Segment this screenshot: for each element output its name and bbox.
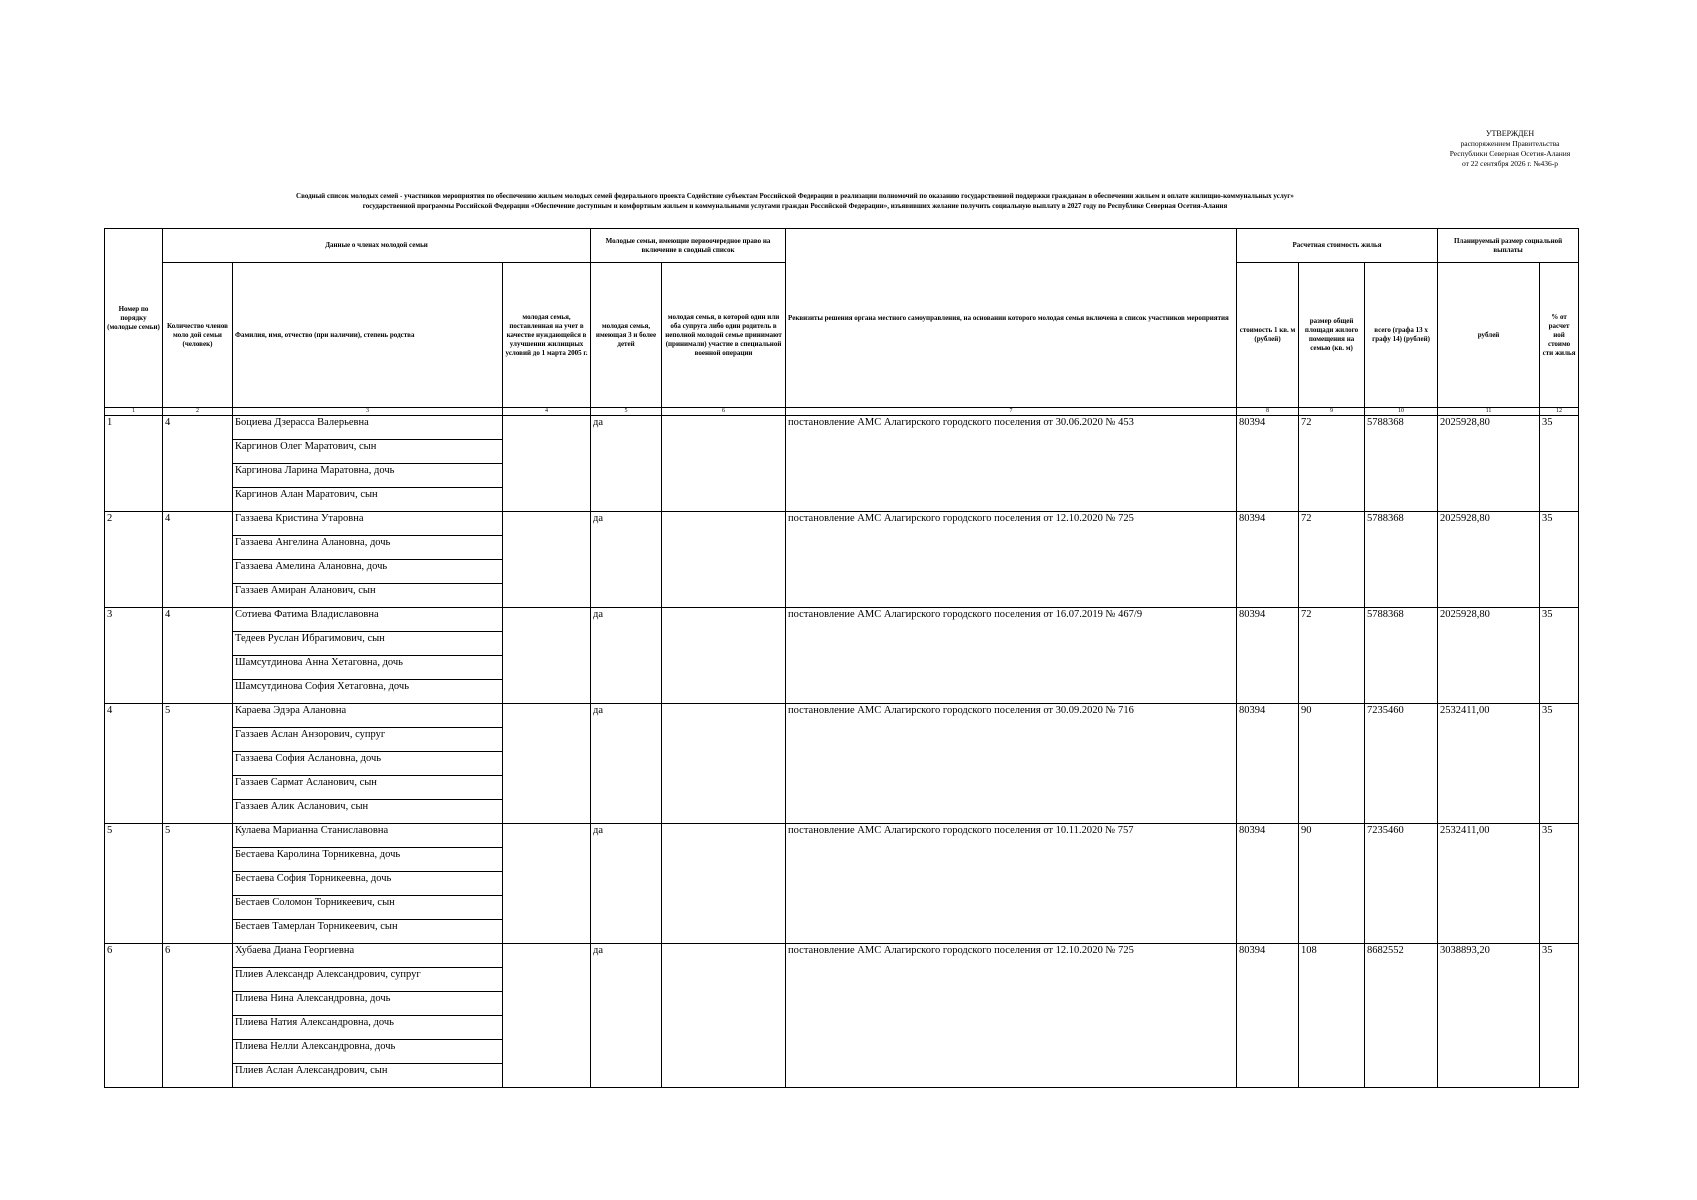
three-children-cell: да: [591, 824, 662, 944]
header-area: размер общей площади жилого помещения на семью (кв. м): [1299, 263, 1365, 408]
column-number: 8: [1237, 408, 1299, 416]
military-cell: [662, 704, 786, 824]
cost-per-sqm-cell: 80394: [1237, 416, 1299, 512]
column-number: 5: [591, 408, 662, 416]
member-name: Каргинов Олег Маратович, сын: [233, 440, 503, 464]
cost-per-sqm-cell: 80394: [1237, 704, 1299, 824]
column-number: 4: [503, 408, 591, 416]
cost-per-sqm-cell: 80394: [1237, 512, 1299, 608]
cost-per-sqm-cell: 80394: [1237, 944, 1299, 1088]
total-cell: 7235460: [1365, 824, 1438, 944]
member-name: Газзаев Аслан Анзорович, супруг: [233, 728, 503, 752]
header-total: всего (графа 13 x графу 14) (рублей): [1365, 263, 1438, 408]
member-count: 4: [163, 608, 233, 704]
area-cell: 72: [1299, 608, 1365, 704]
member-name: Сотиева Фатима Владиславовна: [233, 608, 503, 632]
decision-cell: постановление АМС Алагирского городского поселения от 12.10.2020 № 725: [786, 512, 1237, 608]
military-cell: [662, 512, 786, 608]
decision-cell: постановление АМС Алагирского городского поселения от 30.06.2020 № 453: [786, 416, 1237, 512]
total-cell: 7235460: [1365, 704, 1438, 824]
member-name: Тедеев Руслан Ибрагимович, сын: [233, 632, 503, 656]
member-name: Газзаева София Аслановна, дочь: [233, 752, 503, 776]
percent-cell: 35: [1540, 416, 1579, 512]
cost-per-sqm-cell: 80394: [1237, 824, 1299, 944]
percent-cell: 35: [1540, 944, 1579, 1088]
registered-2005-cell: [503, 512, 591, 608]
member-name: Газзаева Кристина Утаровна: [233, 512, 503, 536]
payment-cell: 2025928,80: [1438, 608, 1540, 704]
area-cell: 90: [1299, 824, 1365, 944]
column-number: 9: [1299, 408, 1365, 416]
cost-per-sqm-cell: 80394: [1237, 608, 1299, 704]
family-number: 5: [105, 824, 163, 944]
family-number: 4: [105, 704, 163, 824]
table-row: [105, 944, 1579, 968]
payment-cell: 2532411,00: [1438, 704, 1540, 824]
decision-cell: постановление АМС Алагирского городского поселения от 30.09.2020 № 716: [786, 704, 1237, 824]
column-number: 1: [105, 408, 163, 416]
member-name: Газзаева Ангелина Алановна, дочь: [233, 536, 503, 560]
total-cell: 5788368: [1365, 416, 1438, 512]
column-number: 3: [233, 408, 503, 416]
approval-line: распоряжением Правительства: [1460, 139, 1560, 148]
approval-line: Республики Северная Осетия-Алания: [1449, 149, 1571, 158]
column-number: 10: [1365, 408, 1438, 416]
header-priority-group: Молодые семьи, имеющие первоочередное право на включение в сводный список: [591, 229, 786, 263]
decision-cell: постановление АМС Алагирского городского поселения от 16.07.2019 № 467/9: [786, 608, 1237, 704]
decision-cell: постановление АМС Алагирского городского поселения от 10.11.2020 № 757: [786, 824, 1237, 944]
payment-cell: 2025928,80: [1438, 512, 1540, 608]
total-cell: 8682552: [1365, 944, 1438, 1088]
member-name: Бестаев Тамерлан Торникеевич, сын: [233, 920, 503, 944]
column-number: 7: [786, 408, 1237, 416]
total-cell: 5788368: [1365, 512, 1438, 608]
header-family-data: Данные о членах молодой семьи: [163, 229, 591, 263]
approval-stamp: [1380, 129, 1640, 169]
family-number: 1: [105, 416, 163, 512]
member-name: Газзаев Сармат Асланович, сын: [233, 776, 503, 800]
header-registered-2005: молодая семья, поставленная на учет в качестве нуждающейся в улучшении жилищных условий до 1 марта 2005 г.: [503, 263, 591, 408]
member-name: Плиев Аслан Александрович, сын: [233, 1064, 503, 1088]
three-children-cell: да: [591, 704, 662, 824]
percent-cell: 35: [1540, 824, 1579, 944]
member-name: Бестаева София Торникеевна, дочь: [233, 872, 503, 896]
header-percent: % от расчет ной стоимо сти жилья: [1540, 263, 1579, 408]
member-count: 6: [163, 944, 233, 1088]
member-name: Боциева Дзерасса Валерьевна: [233, 416, 503, 440]
title-line: Сводный список молодых семей - участников мероприятия по обеспечению жильем молодых семей федерального проекта Содействие субъектам Российской Федерации в реализации полномочий по оказанию государственной поддержки гражданам в обеспечении жильем и оплате жилищно-коммунальных услуг»: [296, 192, 1294, 200]
member-name: Газзаев Алик Асланович, сын: [233, 800, 503, 824]
member-name: Хубаева Диана Георгиевна: [233, 944, 503, 968]
area-cell: 72: [1299, 416, 1365, 512]
header-decision: Реквизиты решения органа местного самоуправления, на основании которого молодая семья включена в список участников мероприятия: [786, 229, 1237, 408]
family-number: 2: [105, 512, 163, 608]
percent-cell: 35: [1540, 512, 1579, 608]
payment-cell: 2025928,80: [1438, 416, 1540, 512]
registered-2005-cell: [503, 416, 591, 512]
area-cell: 72: [1299, 512, 1365, 608]
military-cell: [662, 824, 786, 944]
payment-cell: 2532411,00: [1438, 824, 1540, 944]
percent-cell: 35: [1540, 608, 1579, 704]
decision-cell: постановление АМС Алагирского городского поселения от 12.10.2020 № 725: [786, 944, 1237, 1088]
member-name: Каргинов Алан Маратович, сын: [233, 488, 503, 512]
table-row: [105, 608, 1579, 632]
member-name: Кулаева Марианна Станиславовна: [233, 824, 503, 848]
table-row: [105, 512, 1579, 536]
payment-cell: 3038893,20: [1438, 944, 1540, 1088]
member-count: 4: [163, 512, 233, 608]
military-cell: [662, 416, 786, 512]
member-name: Плиева Нелли Александровна, дочь: [233, 1040, 503, 1064]
title-line: государственной программы Российской Федерации «Обеспечение доступным и комфортным жильем и коммунальными услугами граждан Российской Федерации», изъявивших желание получить социальную выплату в 2027 году по Республике Северная Осетия-Алания: [362, 202, 1228, 210]
percent-cell: 35: [1540, 704, 1579, 824]
column-number: 6: [662, 408, 786, 416]
area-cell: 90: [1299, 704, 1365, 824]
total-cell: 5788368: [1365, 608, 1438, 704]
area-cell: 108: [1299, 944, 1365, 1088]
table-row: [105, 824, 1579, 848]
header-full-name: Фамилия, имя, отчество (при наличии), степень родства: [233, 263, 503, 408]
family-number: 3: [105, 608, 163, 704]
column-numbers-row: [105, 408, 1579, 416]
header-three-children: молодая семья, имеющая 3 и более детей: [591, 263, 662, 408]
family-number: 6: [105, 944, 163, 1088]
member-name: Шамсутдинова София Хетаговна, дочь: [233, 680, 503, 704]
three-children-cell: да: [591, 416, 662, 512]
column-number: 2: [163, 408, 233, 416]
registered-2005-cell: [503, 824, 591, 944]
three-children-cell: да: [591, 944, 662, 1088]
header-housing-cost: Расчетная стоимость жилья: [1237, 229, 1438, 263]
table-row: [105, 704, 1579, 728]
families-table: [104, 228, 1579, 1088]
header-order: Номер по порядку (молодые семьи): [105, 229, 163, 408]
member-name: Шамсутдинова Анна Хетаговна, дочь: [233, 656, 503, 680]
member-name: Плиева Натия Александровна, дочь: [233, 1016, 503, 1040]
member-count: 5: [163, 824, 233, 944]
military-cell: [662, 944, 786, 1088]
member-name: Газзаева Амелина Алановна, дочь: [233, 560, 503, 584]
table-row: [105, 416, 1579, 440]
registered-2005-cell: [503, 704, 591, 824]
column-number: 12: [1540, 408, 1579, 416]
header-military: молодая семья, в которой один или оба супруга либо один родитель в неполной молодой семье принимают (принимали) участие в специальной военной операции: [662, 263, 786, 408]
approval-head: УТВЕРЖДЕН: [1485, 129, 1535, 138]
member-name: Караева Эдэра Алановна: [233, 704, 503, 728]
header-cost-per-sqm: стоимость 1 кв. м (рублей): [1237, 263, 1299, 408]
header-rubles: рублей: [1438, 263, 1540, 408]
member-name: Плиева Нина Александровна, дочь: [233, 992, 503, 1016]
member-count: 5: [163, 704, 233, 824]
member-name: Газзаев Амиран Аланович, сын: [233, 584, 503, 608]
approval-line: от 22 сентября 2026 г. №436-р: [1462, 159, 1558, 168]
member-name: Каргинова Ларина Маратовна, дочь: [233, 464, 503, 488]
three-children-cell: да: [591, 512, 662, 608]
member-name: Плиев Александр Александрович, супруг: [233, 968, 503, 992]
member-count: 4: [163, 416, 233, 512]
header-payment: Планируемый размер социальной выплаты: [1438, 229, 1579, 263]
column-number: 11: [1438, 408, 1540, 416]
member-name: Бестаева Каролина Торникевна, дочь: [233, 848, 503, 872]
document-title: [150, 191, 1440, 211]
header-member-count: Количество членов моло дой семьи (человек): [163, 263, 233, 408]
member-name: Бестаев Соломон Торникеевич, сын: [233, 896, 503, 920]
registered-2005-cell: [503, 944, 591, 1088]
military-cell: [662, 608, 786, 704]
three-children-cell: да: [591, 608, 662, 704]
registered-2005-cell: [503, 608, 591, 704]
